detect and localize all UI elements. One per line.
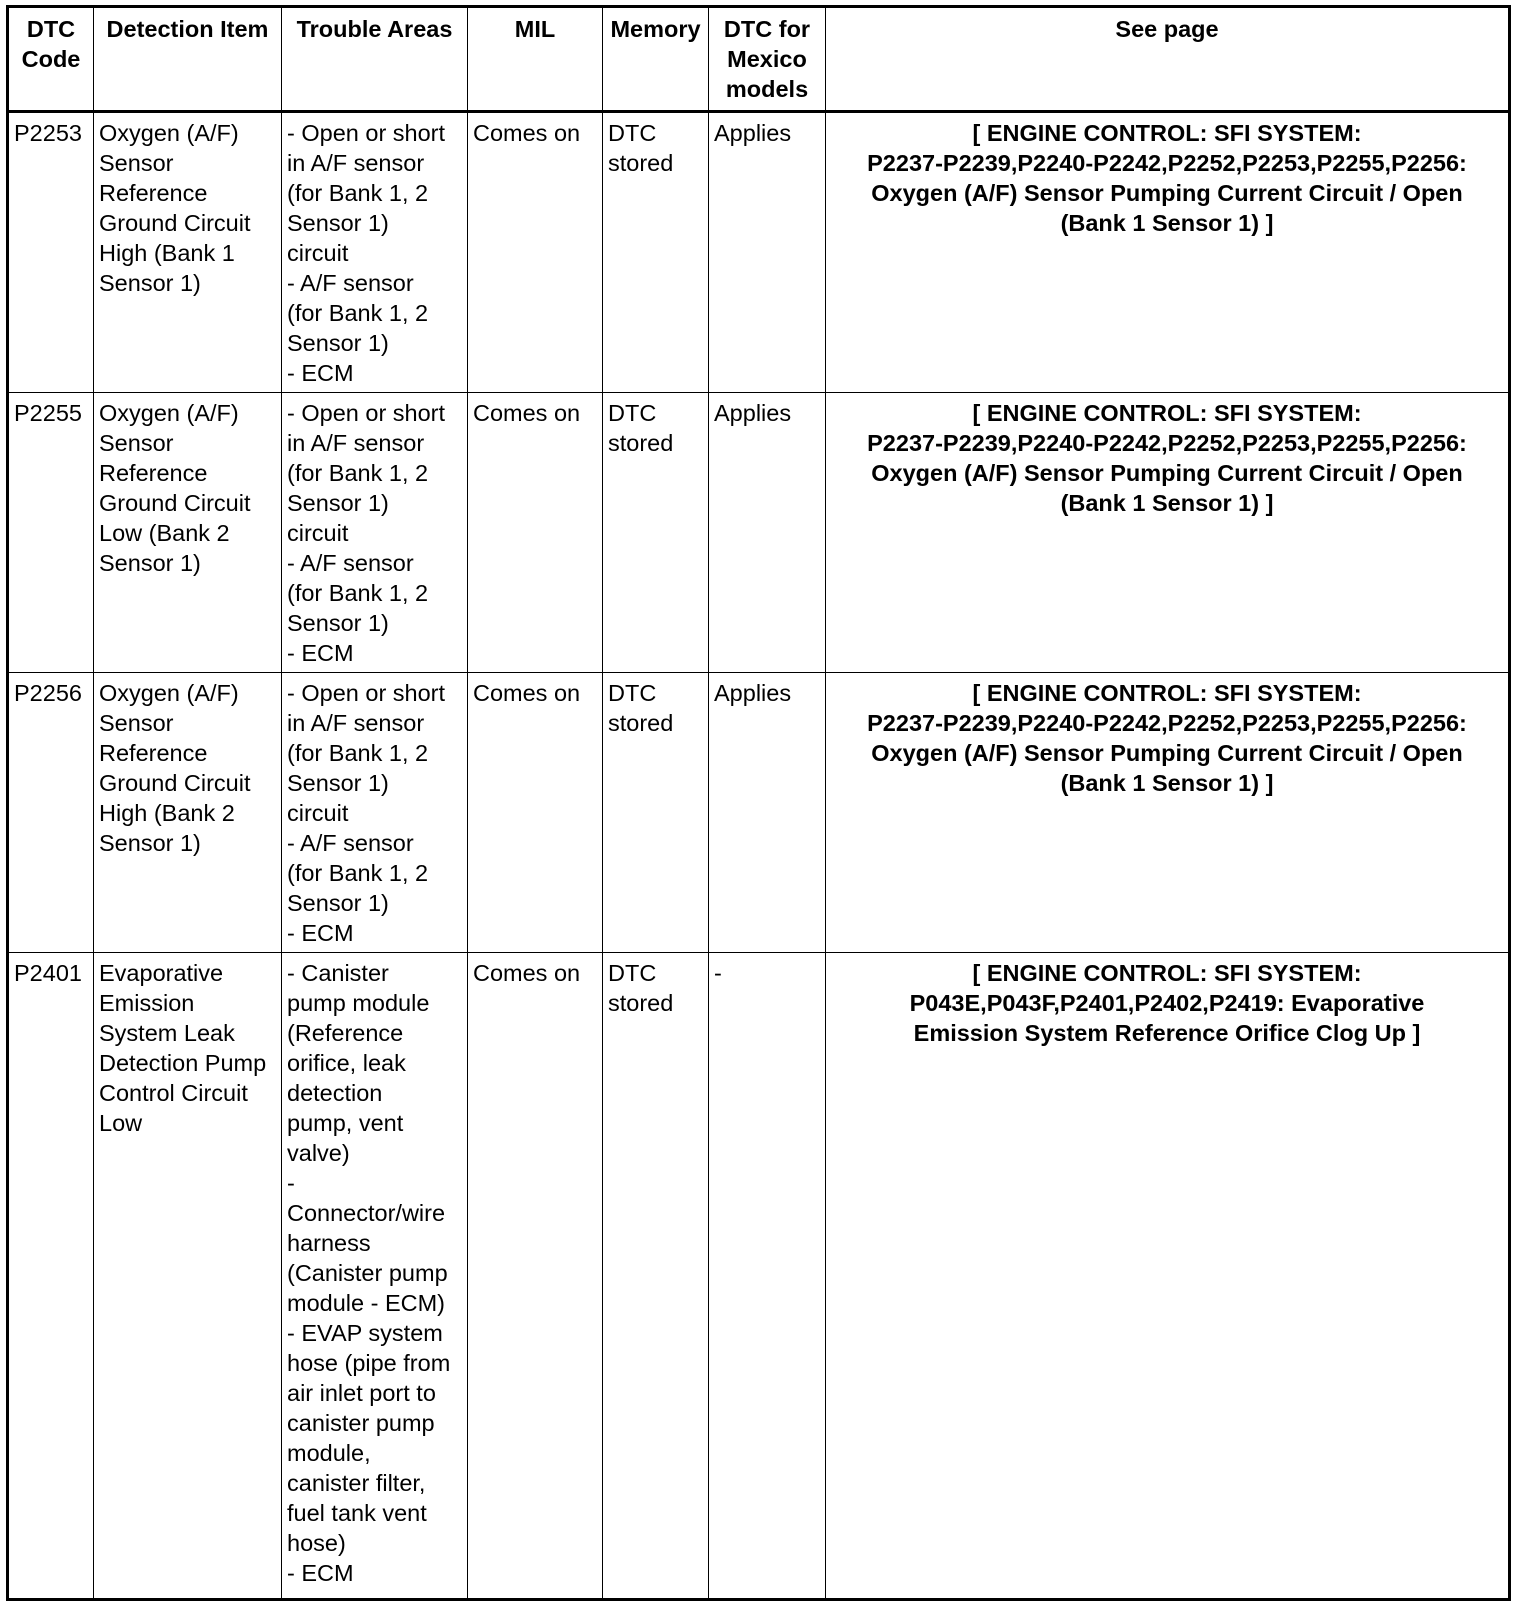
header-mexico-models: DTC for Mexico models <box>709 7 826 112</box>
cell-memory: DTC stored <box>603 673 709 953</box>
cell-detection-item: Oxygen (A/F) Sensor Reference Ground Circuit High (Bank 1 Sensor 1) <box>94 112 282 393</box>
cell-trouble-areas: - Open or short in A/F sensor (for Bank 1, 2 Sensor 1) circuit - A/F sensor (for Bank 1, 2 Sensor 1) - ECM <box>282 393 468 673</box>
see-page-link[interactable]: [ ENGINE CONTROL: SFI SYSTEM: P2237-P2239,P2240-P2242,P2252,P2253,P2255,P2256: Oxygen (A/F) Sensor Pumping Current Circuit / Open (Bank 1 Sensor 1) ] <box>826 673 1510 953</box>
see-page-link[interactable]: [ ENGINE CONTROL: SFI SYSTEM: P2237-P2239,P2240-P2242,P2252,P2253,P2255,P2256: Oxygen (A/F) Sensor Pumping Current Circuit / Open (Bank 1 Sensor 1) ] <box>826 112 1510 393</box>
cell-mil: Comes on <box>468 393 603 673</box>
table-row <box>8 393 1510 673</box>
cell-mexico-models: Applies <box>709 112 826 393</box>
cell-mexico-models: Applies <box>709 673 826 953</box>
see-page-link[interactable]: [ ENGINE CONTROL: SFI SYSTEM: P2237-P2239,P2240-P2242,P2252,P2253,P2255,P2256: Oxygen (A/F) Sensor Pumping Current Circuit / Open (Bank 1 Sensor 1) ] <box>826 393 1510 673</box>
cell-mexico-models: Applies <box>709 393 826 673</box>
table-header-row <box>8 7 1510 112</box>
cell-mil: Comes on <box>468 953 603 1600</box>
cell-dtc-code: P2253 <box>8 112 94 393</box>
header-detection-item: Detection Item <box>94 7 282 112</box>
dtc-table <box>6 5 1511 1601</box>
table-row <box>8 673 1510 953</box>
cell-dtc-code: P2401 <box>8 953 94 1600</box>
cell-trouble-areas: - Open or short in A/F sensor (for Bank 1, 2 Sensor 1) circuit - A/F sensor (for Bank 1, 2 Sensor 1) - ECM <box>282 673 468 953</box>
table-row <box>8 112 1510 393</box>
cell-memory: DTC stored <box>603 393 709 673</box>
header-memory: Memory <box>603 7 709 112</box>
table-row <box>8 953 1510 1600</box>
header-see-page: See page <box>826 7 1510 112</box>
cell-trouble-areas: - Canister pump module (Reference orifice, leak detection pump, vent valve) - Connector/wire harness (Canister pump module - ECM) - EVAP system hose (pipe from air inlet port to canister pump module, canister filter, fuel tank vent hose) - ECM <box>282 953 468 1600</box>
header-dtc-code: DTC Code <box>8 7 94 112</box>
cell-dtc-code: P2255 <box>8 393 94 673</box>
cell-dtc-code: P2256 <box>8 673 94 953</box>
cell-memory: DTC stored <box>603 112 709 393</box>
cell-detection-item: Oxygen (A/F) Sensor Reference Ground Circuit Low (Bank 2 Sensor 1) <box>94 393 282 673</box>
cell-mexico-models: - <box>709 953 826 1600</box>
header-mil: MIL <box>468 7 603 112</box>
cell-detection-item: Evaporative Emission System Leak Detection Pump Control Circuit Low <box>94 953 282 1600</box>
see-page-link[interactable]: [ ENGINE CONTROL: SFI SYSTEM: P043E,P043F,P2401,P2402,P2419: Evaporative Emission System Reference Orifice Clog Up ] <box>826 953 1510 1600</box>
cell-memory: DTC stored <box>603 953 709 1600</box>
header-trouble-areas: Trouble Areas <box>282 7 468 112</box>
cell-mil: Comes on <box>468 673 603 953</box>
cell-trouble-areas: - Open or short in A/F sensor (for Bank 1, 2 Sensor 1) circuit - A/F sensor (for Bank 1, 2 Sensor 1) - ECM <box>282 112 468 393</box>
cell-detection-item: Oxygen (A/F) Sensor Reference Ground Circuit High (Bank 2 Sensor 1) <box>94 673 282 953</box>
cell-mil: Comes on <box>468 112 603 393</box>
